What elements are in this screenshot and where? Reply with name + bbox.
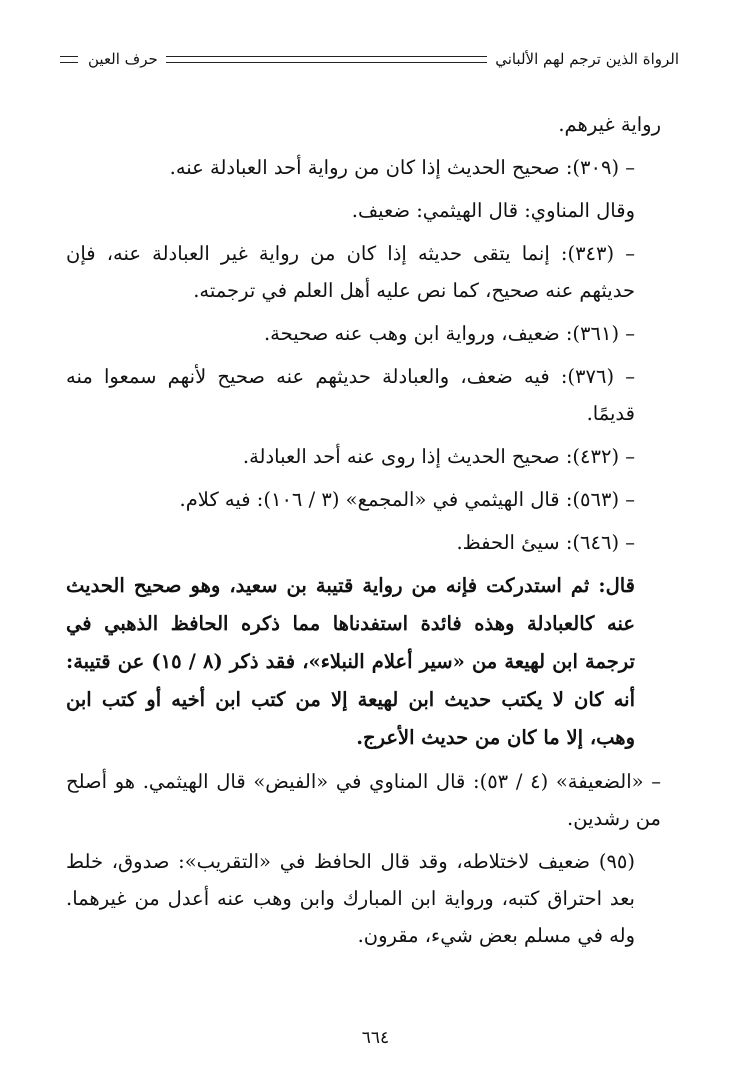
paragraph: رواية غيرهم.	[558, 113, 661, 136]
list-item: – (٣٧٦): فيه ضعف، والعبادلة حديثهم عنه صحيح لأنهم سمعوا منه قديمًا.	[66, 365, 635, 425]
list-item: – (٣٠٩): صحيح الحديث إذا كان من رواية أحد العبادلة عنه.	[169, 156, 635, 179]
running-header	[60, 44, 679, 74]
header-mark	[60, 56, 78, 63]
page-number: ٦٦٤	[361, 1028, 390, 1048]
list-item: – «الضعيفة» (٤ / ٥٣): قال المناوي في «الفيض» قال الهيثمي. هو أصلح من رشدين.	[66, 770, 662, 830]
list-item: – (٦٤٦): سيئ الحفظ.	[456, 531, 635, 554]
bold-paragraph: قال: ثم استدركت فإنه من رواية قتيبة بن سعيد، وهو صحيح الحديث عنه كالعبادلة وهذه فائدة استفدناها مما ذكره الحافظ الذهبي في ترجمة ابن لهيعة من «سير أعلام النبلاء»، فقد ذكر (٨ / ١٥) عن قتيبة: أنه كان لا يكتب حديث ابن لهيعة إلا من كتب ابن أخيه أو كتب ابن وهب، إلا ما كان من حديث الأعرج.	[66, 574, 635, 749]
list-item: – (٥٦٣): قال الهيثمي في «المجمع» (٣ / ١٠٦): فيه كلام.	[179, 488, 635, 511]
header-rule	[166, 56, 487, 63]
chapter-title: حرف العين	[88, 50, 158, 68]
paragraph: وقال المناوي: قال الهيثمي: ضعيف.	[351, 199, 635, 222]
list-item: – (٣٦١): ضعيف، ورواية ابن وهب عنه صحيحة.	[263, 322, 635, 345]
main-text	[66, 106, 661, 960]
list-item: – (٤٣٢): صحيح الحديث إذا روى عنه أحد العبادلة.	[242, 445, 635, 468]
list-item: – (٣٤٣): إنما يتقى حديثه إذا كان من رواية غير العبادلة عنه، فإن حديثهم عنه صحيح، كما نص عليه أهل العلم في ترجمته.	[66, 242, 635, 302]
paragraph: (٩٥) ضعيف لاختلاطه، وقد قال الحافظ في «التقريب»: صدوق، خلط بعد احتراق كتبه، ورواية ابن المبارك وابن وهب عنه أعدل من غيرهما. وله في مسلم بعض شيء، مقرون.	[66, 850, 635, 947]
book-title: الرواة الذين ترجم لهم الألباني	[495, 50, 679, 68]
